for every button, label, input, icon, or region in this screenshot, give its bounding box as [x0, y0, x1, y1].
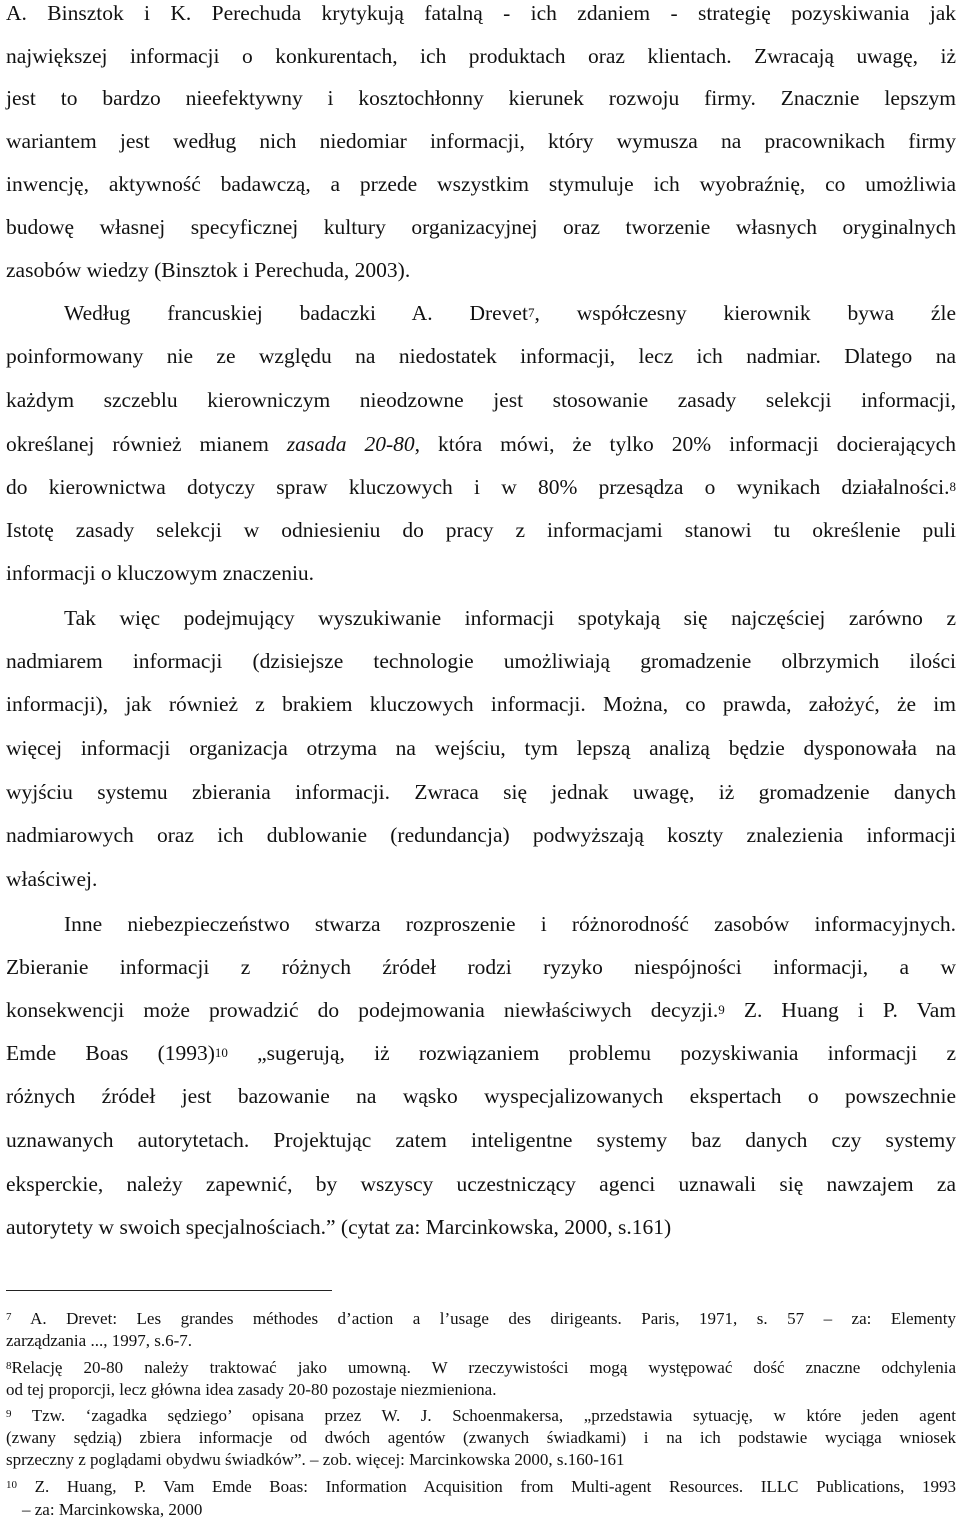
footnote-ref-10: 10: [214, 1045, 228, 1060]
footnote-text: Tzw. ‘zagadka sędziego’ opisana przez W. J. Schoenmakersa, „przedstawia sytuację, w które jeden agent: [31, 1406, 956, 1425]
text-line: poinformowany nie ze względu na niedostatek informacji, lecz ich nadmiar. Dlatego na: [6, 344, 956, 368]
footnote-line: od tej proporcji, lecz główna idea zasady 20-80 pozostaje niezmieniona.: [6, 1380, 497, 1399]
text-span: , która mówi, że tylko 20% informacji docierających: [414, 432, 956, 456]
text-line: autorytety w swoich specjalnościach.” (cytat za: Marcinkowska, 2000, s.161): [6, 1215, 672, 1239]
text-span: określanej również mianem: [6, 432, 287, 456]
text-line: inwencję, aktywność badawczą, a przede wszystkim stymuluje ich wyobraźnię, co umożliwia: [6, 172, 956, 196]
text-line: każdym szczeblu kierowniczym nieodzowne jest stosowanie zasady selekcji informacji,: [6, 388, 956, 412]
footnote-text: Relację 20-80 należy traktować jako umowną. W rzeczywistości mogą występować dość znaczne odchylenia: [11, 1358, 956, 1377]
text-line: wyjściu systemu zbierania informacji. Zwraca się jednak uwagę, iż gromadzenie danych: [6, 780, 956, 804]
footnote-text: Z. Huang, P. Vam Emde Boas: Information Acquisition from Multi-agent Resources. ILLC Publications, 1993: [34, 1477, 957, 1496]
text-line: informacji o kluczowym znaczeniu.: [6, 561, 315, 585]
text-line: nadmiarem informacji (dzisiejsze technologie umożliwiają gromadzenie olbrzymich ilości: [6, 649, 956, 673]
footnote-text: A. Drevet: Les grandes méthodes d’action a l’usage des dirigeants. Paris, 1971, s. 57 – za: Elementy: [30, 1309, 957, 1328]
text-span: Według francuskiej badaczki A. Drevet: [64, 301, 528, 325]
footnote-number: 10: [6, 1479, 17, 1491]
text-span: Emde Boas (1993): [6, 1041, 215, 1065]
footnote-line: sprzeczny z poglądami obydwu świadków”. – zob. więcej: Marcinkowska 2000, s.160-161: [6, 1450, 625, 1469]
footnote-line: (zwany sędzią) zbiera informacje od dwóch agentów (zwanych świadkami) i na ich podstawie wyciąga wniosek: [6, 1428, 956, 1447]
text-line: różnych źródeł jest bazowanie na wąsko wyspecjalizowanych ekspertach o powszechnie: [6, 1084, 956, 1108]
text-span: Z. Huang i P. Vam: [724, 998, 956, 1022]
text-line: właściwej.: [6, 867, 98, 891]
footnote-8: [6, 1358, 956, 1378]
footnote-line: – za: Marcinkowska, 2000: [22, 1500, 203, 1519]
footnote-10: [6, 1477, 956, 1497]
text-line: [64, 300, 956, 326]
footnote-number: 7: [6, 1311, 12, 1323]
text-line: Zbieranie informacji z różnych źródeł rodzi ryzyko niespójności informacji, a w: [6, 955, 956, 979]
text-line: wariantem jest według nich niedomiar informacji, który wymusza na pracownikach firmy: [6, 129, 956, 153]
text-line: [6, 1040, 956, 1066]
footnote-9: [6, 1406, 956, 1426]
text-line: [6, 997, 956, 1023]
text-line: uznawanych autorytetach. Projektując zatem inteligentne systemy baz danych czy systemy: [6, 1128, 956, 1152]
text-line: A. Binsztok i K. Perechuda krytykują fatalną - ich zdaniem - strategię pozyskiwania jak: [6, 1, 956, 25]
text-line: eksperckie, należy zapewnić, by wszyscy uczestniczący agenci uznawali się nawzajem za: [6, 1172, 956, 1196]
text-line: Inne niebezpieczeństwo stwarza rozproszenie i różnorodność zasobów informacyjnych.: [64, 912, 956, 936]
emphasis-text: zasada 20-80: [286, 432, 415, 456]
text-line: Istotę zasady selekcji w odniesieniu do pracy z informacjami stanowi tu określenie puli: [6, 518, 956, 542]
footnote-number: 8: [6, 1360, 12, 1372]
text-span: do kierownictwa dotyczy spraw kluczowych i w 80% przesądza o wynikach działalności.: [6, 475, 950, 499]
footnote-line: zarządzania ..., 1997, s.6-7.: [6, 1331, 192, 1350]
footnote-separator: [6, 1290, 332, 1291]
text-line: największej informacji o konkurentach, ich produktach oraz klientach. Zwracają uwagę, iż: [6, 44, 956, 68]
footnote-7: [6, 1309, 956, 1329]
footnote-ref-8: 8: [949, 479, 956, 494]
text-span: konsekwencji może prowadzić do podejmowania niewłaściwych decyzji.: [6, 998, 719, 1022]
text-line: [6, 431, 956, 457]
text-line: budowę własnej specyficznej kultury organizacyjnej oraz tworzenie własnych oryginalnych: [6, 215, 956, 239]
text-line: Tak więc podejmujący wyszukiwanie informacji spotykają się najczęściej zarówno z: [64, 606, 956, 630]
text-line: nadmiarowych oraz ich dublowanie (redundancja) podwyższają koszty znalezienia informacji: [6, 823, 956, 847]
text-span: „sugerują, iż rozwiązaniem problemu pozyskiwania informacji z: [227, 1041, 956, 1065]
footnote-ref-9: 9: [718, 1002, 725, 1017]
text-line: zasobów wiedzy (Binsztok i Perechuda, 2003).: [6, 258, 411, 282]
text-line: jest to bardzo nieefektywny i kosztochłonny kierunek rozwoju firmy. Znacznie lepszym: [6, 86, 956, 110]
text-span: , współczesny kierownik bywa źle: [534, 301, 956, 325]
text-line: więcej informacji organizacja otrzyma na wejściu, tym lepszą analizą będzie dysponowała na: [6, 736, 956, 760]
footnote-ref-7: 7: [527, 305, 535, 320]
text-line: [6, 474, 956, 500]
text-line: informacji), jak również z brakiem kluczowych informacji. Można, co prawda, założyć, że im: [6, 692, 956, 716]
footnote-number: 9: [6, 1408, 12, 1420]
